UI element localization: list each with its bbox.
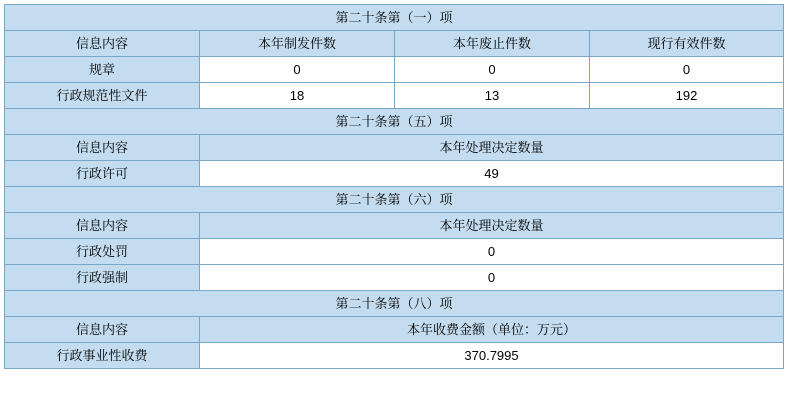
row-label: 行政规范性文件 bbox=[5, 83, 200, 109]
section-title: 第二十条第（八）项 bbox=[5, 291, 784, 317]
section-title: 第二十条第（六）项 bbox=[5, 187, 784, 213]
row-value: 0 bbox=[590, 57, 784, 83]
column-header-decision-count: 本年处理决定数量 bbox=[200, 135, 784, 161]
row-value: 13 bbox=[395, 83, 590, 109]
table-row bbox=[5, 239, 784, 265]
row-value: 370.7995 bbox=[200, 343, 784, 369]
row-label: 行政处罚 bbox=[5, 239, 200, 265]
section-header-row bbox=[5, 213, 784, 239]
row-value: 192 bbox=[590, 83, 784, 109]
column-header-decision-count: 本年处理决定数量 bbox=[200, 213, 784, 239]
row-label: 行政强制 bbox=[5, 265, 200, 291]
row-label: 行政事业性收费 bbox=[5, 343, 200, 369]
column-header-effective-count: 现行有效件数 bbox=[590, 31, 784, 57]
section-header-row bbox=[5, 317, 784, 343]
section-title: 第二十条第（五）项 bbox=[5, 109, 784, 135]
row-value: 0 bbox=[395, 57, 590, 83]
section-header-row bbox=[5, 135, 784, 161]
column-header-info-content: 信息内容 bbox=[5, 317, 200, 343]
column-header-fee-amount: 本年收费金额（单位：万元） bbox=[200, 317, 784, 343]
row-value: 0 bbox=[200, 265, 784, 291]
government-information-disclosure-table bbox=[4, 4, 784, 369]
section-title-row bbox=[5, 291, 784, 317]
section-title-row bbox=[5, 5, 784, 31]
table-row bbox=[5, 343, 784, 369]
section-title: 第二十条第（一）项 bbox=[5, 5, 784, 31]
section-title-row bbox=[5, 109, 784, 135]
table-row bbox=[5, 83, 784, 109]
row-label: 行政许可 bbox=[5, 161, 200, 187]
table-row bbox=[5, 57, 784, 83]
row-value: 18 bbox=[200, 83, 395, 109]
table-row bbox=[5, 161, 784, 187]
section-title-row bbox=[5, 187, 784, 213]
section-header-row bbox=[5, 31, 784, 57]
row-value: 0 bbox=[200, 239, 784, 265]
column-header-info-content: 信息内容 bbox=[5, 213, 200, 239]
row-value: 0 bbox=[200, 57, 395, 83]
column-header-issued-count: 本年制发件数 bbox=[200, 31, 395, 57]
column-header-abolished-count: 本年废止件数 bbox=[395, 31, 590, 57]
column-header-info-content: 信息内容 bbox=[5, 31, 200, 57]
row-value: 49 bbox=[200, 161, 784, 187]
column-header-info-content: 信息内容 bbox=[5, 135, 200, 161]
table-row bbox=[5, 265, 784, 291]
row-label: 规章 bbox=[5, 57, 200, 83]
